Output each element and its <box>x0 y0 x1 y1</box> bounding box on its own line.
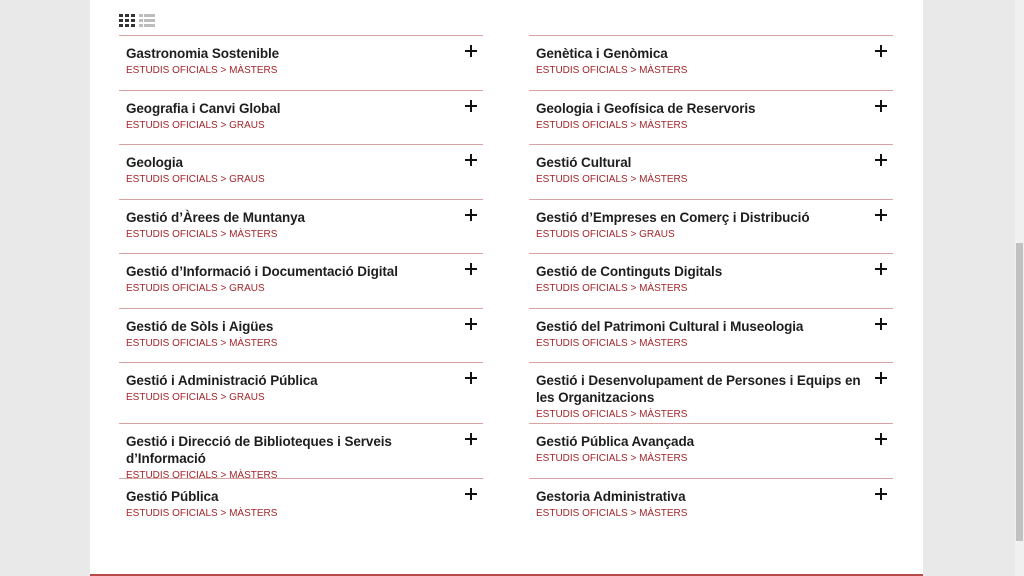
program-category: ESTUDIS OFICIALS > MÀSTERS <box>126 65 278 76</box>
program-category: ESTUDIS OFICIALS > GRAUS <box>126 283 265 294</box>
expand-plus-icon[interactable] <box>465 488 477 500</box>
expand-plus-icon[interactable] <box>875 100 887 112</box>
program-title: Geografia i Canvi Global <box>126 100 281 116</box>
program-category: ESTUDIS OFICIALS > MÀSTERS <box>536 453 688 464</box>
program-category: ESTUDIS OFICIALS > GRAUS <box>126 119 265 131</box>
program-list-right <box>529 35 893 532</box>
program-title: Gestió del Patrimoni Cultural i Museologia <box>536 318 804 334</box>
program-item[interactable] <box>529 253 893 308</box>
expand-plus-icon[interactable] <box>465 372 477 384</box>
program-category: ESTUDIS OFICIALS > MÀSTERS <box>536 337 688 349</box>
expand-plus-icon[interactable] <box>875 45 887 57</box>
program-title: Gestió Cultural <box>536 155 632 170</box>
program-item[interactable] <box>119 308 483 363</box>
program-category: ESTUDIS OFICIALS > MÀSTERS <box>126 507 278 519</box>
program-item[interactable] <box>119 144 483 199</box>
program-title: Gestió i Administració Pública <box>126 373 318 388</box>
program-item[interactable] <box>529 362 893 423</box>
expand-plus-icon[interactable] <box>875 263 887 275</box>
program-category: ESTUDIS OFICIALS > MÀSTERS <box>536 119 688 131</box>
program-category: ESTUDIS OFICIALS > MÀSTERS <box>126 228 278 240</box>
program-item[interactable] <box>529 90 893 145</box>
program-title: Gestió de Sòls i Aigües <box>126 318 274 334</box>
scrollbar-thumb[interactable] <box>1016 243 1023 541</box>
program-title: Geologia <box>126 155 183 170</box>
program-item[interactable] <box>529 308 893 363</box>
expand-plus-icon[interactable] <box>875 154 887 166</box>
program-title: Gestió Pública <box>126 488 219 504</box>
program-title: Gestió i Desenvolupament de Persones i Equips en les Organitzacions <box>536 373 861 405</box>
content-panel <box>90 0 923 576</box>
program-category: ESTUDIS OFICIALS > MÀSTERS <box>536 507 688 519</box>
expand-plus-icon[interactable] <box>875 372 887 384</box>
program-category: ESTUDIS OFICIALS > MÀSTERS <box>536 409 688 420</box>
program-title: Gestió d’Àrees de Muntanya <box>126 209 305 225</box>
program-category: ESTUDIS OFICIALS > MÀSTERS <box>126 470 278 481</box>
program-title: Gestió Pública Avançada <box>536 434 695 449</box>
expand-plus-icon[interactable] <box>465 433 477 445</box>
program-item[interactable] <box>529 423 893 478</box>
program-item[interactable] <box>119 423 483 481</box>
view-toggle <box>119 14 155 28</box>
expand-plus-icon[interactable] <box>465 45 477 57</box>
program-list-left <box>119 35 483 532</box>
program-title: Gestió d’Empreses en Comerç i Distribució <box>536 209 810 225</box>
program-item[interactable] <box>529 199 893 254</box>
program-item[interactable] <box>529 35 893 90</box>
page-scrollbar[interactable] <box>1015 0 1024 576</box>
expand-plus-icon[interactable] <box>465 100 477 112</box>
expand-plus-icon[interactable] <box>465 209 477 221</box>
program-item[interactable] <box>119 362 483 423</box>
expand-plus-icon[interactable] <box>465 154 477 166</box>
expand-plus-icon[interactable] <box>875 433 887 445</box>
list-view-icon[interactable] <box>139 14 155 28</box>
program-title: Geologia i Geofísica de Reservoris <box>536 100 756 116</box>
program-item[interactable] <box>119 199 483 254</box>
program-title: Genètica i Genòmica <box>536 46 668 61</box>
program-item[interactable] <box>119 253 483 308</box>
program-title: Gestió i Direcció de Biblioteques i Serveis d’Informació <box>126 434 392 466</box>
expand-plus-icon[interactable] <box>875 488 887 500</box>
program-title: Gestió d’Informació i Documentació Digital <box>126 264 398 279</box>
grid-view-icon[interactable] <box>119 14 135 28</box>
program-category: ESTUDIS OFICIALS > MÀSTERS <box>536 65 688 76</box>
program-title: Gastronomia Sostenible <box>126 46 280 61</box>
program-title: Gestió de Continguts Digitals <box>536 264 723 279</box>
program-category: ESTUDIS OFICIALS > GRAUS <box>126 174 265 185</box>
expand-plus-icon[interactable] <box>875 209 887 221</box>
program-category: ESTUDIS OFICIALS > MÀSTERS <box>536 174 688 185</box>
program-item[interactable] <box>119 90 483 145</box>
program-title: Gestoria Administrativa <box>536 488 686 504</box>
expand-plus-icon[interactable] <box>875 318 887 330</box>
program-category: ESTUDIS OFICIALS > GRAUS <box>536 228 675 240</box>
program-item[interactable] <box>529 144 893 199</box>
program-category: ESTUDIS OFICIALS > MÀSTERS <box>536 283 688 294</box>
program-category: ESTUDIS OFICIALS > MÀSTERS <box>126 337 278 349</box>
program-item[interactable] <box>119 35 483 90</box>
program-item[interactable] <box>119 478 483 533</box>
expand-plus-icon[interactable] <box>465 263 477 275</box>
program-item[interactable] <box>529 478 893 533</box>
program-category: ESTUDIS OFICIALS > GRAUS <box>126 392 265 403</box>
expand-plus-icon[interactable] <box>465 318 477 330</box>
